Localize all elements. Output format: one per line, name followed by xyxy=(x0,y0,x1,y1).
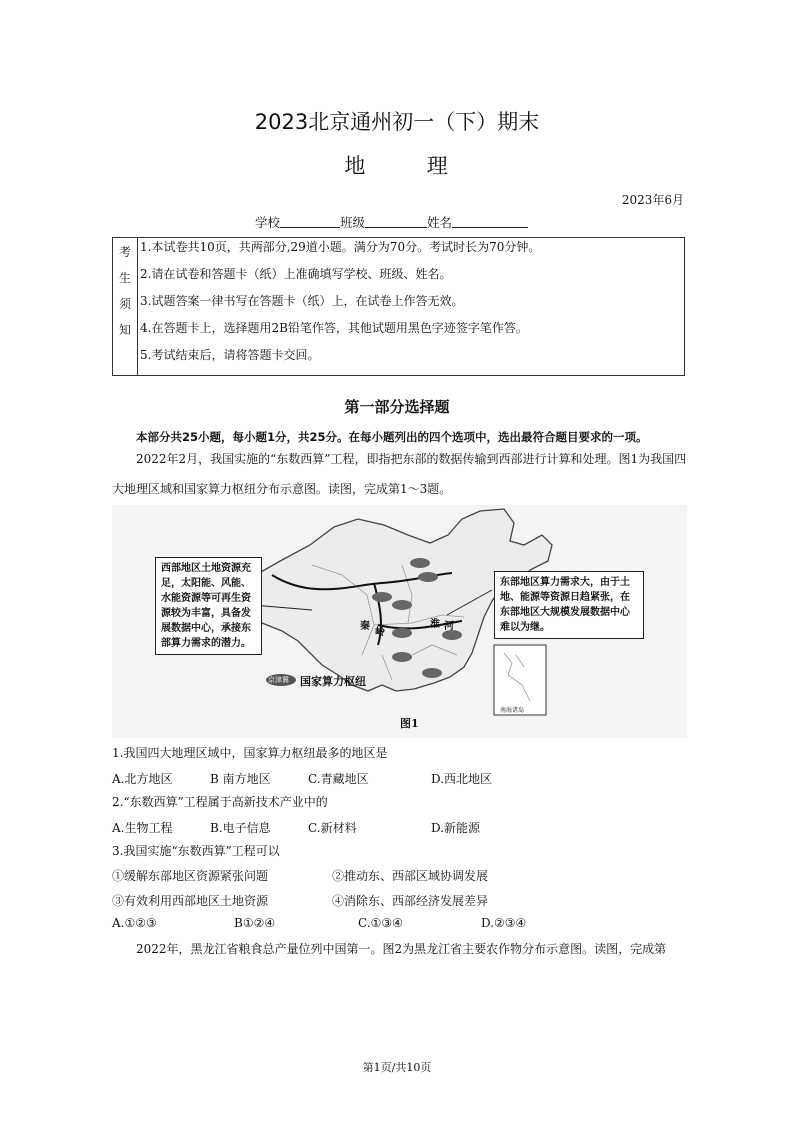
q3-statement-1: ①缓解东部地区资源紧张问题 xyxy=(112,869,269,883)
map-label-qin: 秦 xyxy=(360,621,370,632)
notice-body xyxy=(138,238,685,376)
exam-notice-table xyxy=(112,237,685,376)
name-blank[interactable] xyxy=(452,215,528,228)
class-label: 班级 xyxy=(340,215,366,230)
q3-option-c[interactable]: C.①③④ xyxy=(358,916,403,930)
q2-option-b[interactable]: B.电子信息 xyxy=(210,821,271,835)
subject-char-2: 理 xyxy=(426,154,450,178)
q1-option-c[interactable]: C.青藏地区 xyxy=(308,772,369,786)
passage-1: 2022年2月，我国实施的“东数西算”工程，即指把东部的数据传输到西部进行计算和处理。图1为我国四大地理区域和国家算力枢纽分布示意图。读图，完成第1～3题。 xyxy=(112,452,687,496)
q3-statement-2: ②推动东、西部区域协调发展 xyxy=(332,869,489,883)
notice-head-char: 知 xyxy=(118,323,131,337)
question-2-stem: 2.“东数西算”工程属于高新技术产业中的 xyxy=(112,795,328,809)
student-info-line xyxy=(255,213,528,231)
subject-char-1: 地 xyxy=(344,154,368,178)
q3-option-a[interactable]: A.①②③ xyxy=(112,916,157,930)
page-footer: 第1页/共10页 xyxy=(362,1061,432,1074)
callout-west: 西部地区土地资源充足，太阳能、风能、水能资源等可再生资源较为丰富，具备发展数据中心，承接东部算力需求的潜力。 xyxy=(155,557,262,655)
q3-statement-3: ③有效利用西部地区土地资源 xyxy=(112,894,269,908)
map-label-huai: 淮 xyxy=(430,619,440,630)
notice-item: 2.请在试卷和答题卡（纸）上准确填写学校、班级、姓名。 xyxy=(140,267,452,281)
figure-1-map xyxy=(112,505,687,738)
page-title: 2023北京通州初一（下）期末 xyxy=(254,110,540,134)
notice-head-char: 生 xyxy=(118,271,131,285)
notice-head-char: 须 xyxy=(118,297,131,311)
question-1-stem: 1.我国四大地理区域中，国家算力枢纽最多的地区是 xyxy=(112,746,388,760)
question-3-stem: 3.我国实施“东数西算”工程可以 xyxy=(112,844,280,858)
notice-item: 1.本试卷共10页，共两部分,29道小题。满分为70分。考试时长为70分钟。 xyxy=(140,240,541,254)
q1-option-b[interactable]: B 南方地区 xyxy=(210,772,271,786)
legend-symbol: 京津冀 xyxy=(268,676,289,684)
q2-option-c[interactable]: C.新材料 xyxy=(308,821,357,835)
q2-option-a[interactable]: A.生物工程 xyxy=(112,821,173,835)
subject-title xyxy=(0,150,794,180)
q1-option-d[interactable]: D.西北地区 xyxy=(431,772,493,786)
notice-heading xyxy=(113,238,138,376)
q3-statement-4: ④消除东、西部经济发展差异 xyxy=(332,894,489,908)
map-label-he: 河 xyxy=(444,621,454,632)
notice-item: 5.考试结束后，请将答题卡交回。 xyxy=(140,348,320,362)
school-label: 学校 xyxy=(255,215,281,230)
q3-option-b[interactable]: B①②④ xyxy=(234,916,276,930)
class-blank[interactable] xyxy=(365,215,427,228)
section-intro: 本部分共25小题，每小题1分，共25分。在每小题列出的四个选项中，选出最符合题目要求的一项。 xyxy=(136,430,648,444)
figure-caption: 图1 xyxy=(400,717,419,730)
legend-text: 国家算力枢纽 xyxy=(300,675,366,688)
passage-2: 2022年，黑龙江省粮食总产量位列中国第一。图2为黑龙江省主要农作物分布示意图。读图，完成第 xyxy=(136,942,667,956)
q1-option-a[interactable]: A.北方地区 xyxy=(112,772,173,786)
q3-option-d[interactable]: D.②③④ xyxy=(481,916,527,930)
inset-label: 南海诸岛 xyxy=(500,707,525,714)
notice-item: 4.在答题卡上，选择题用2B铅笔作答，其他试题用黑色字迹签字笔作答。 xyxy=(140,321,528,335)
callout-east: 东部地区算力需求大，由于土地、能源等资源日趋紧张，在东部地区大规模发展数据中心难以为继。 xyxy=(494,571,644,639)
notice-head-char: 考 xyxy=(118,245,131,259)
exam-date: 2023年6月 xyxy=(621,193,684,207)
section-title: 第一部分选择题 xyxy=(344,398,450,416)
q2-option-d[interactable]: D.新能源 xyxy=(431,821,481,835)
school-blank[interactable] xyxy=(280,215,340,228)
name-label: 姓名 xyxy=(427,215,453,230)
notice-item: 3.试题答案一律书写在答题卡（纸）上，在试卷上作答无效。 xyxy=(140,294,464,308)
map-label-ling: 岭 xyxy=(375,627,385,638)
